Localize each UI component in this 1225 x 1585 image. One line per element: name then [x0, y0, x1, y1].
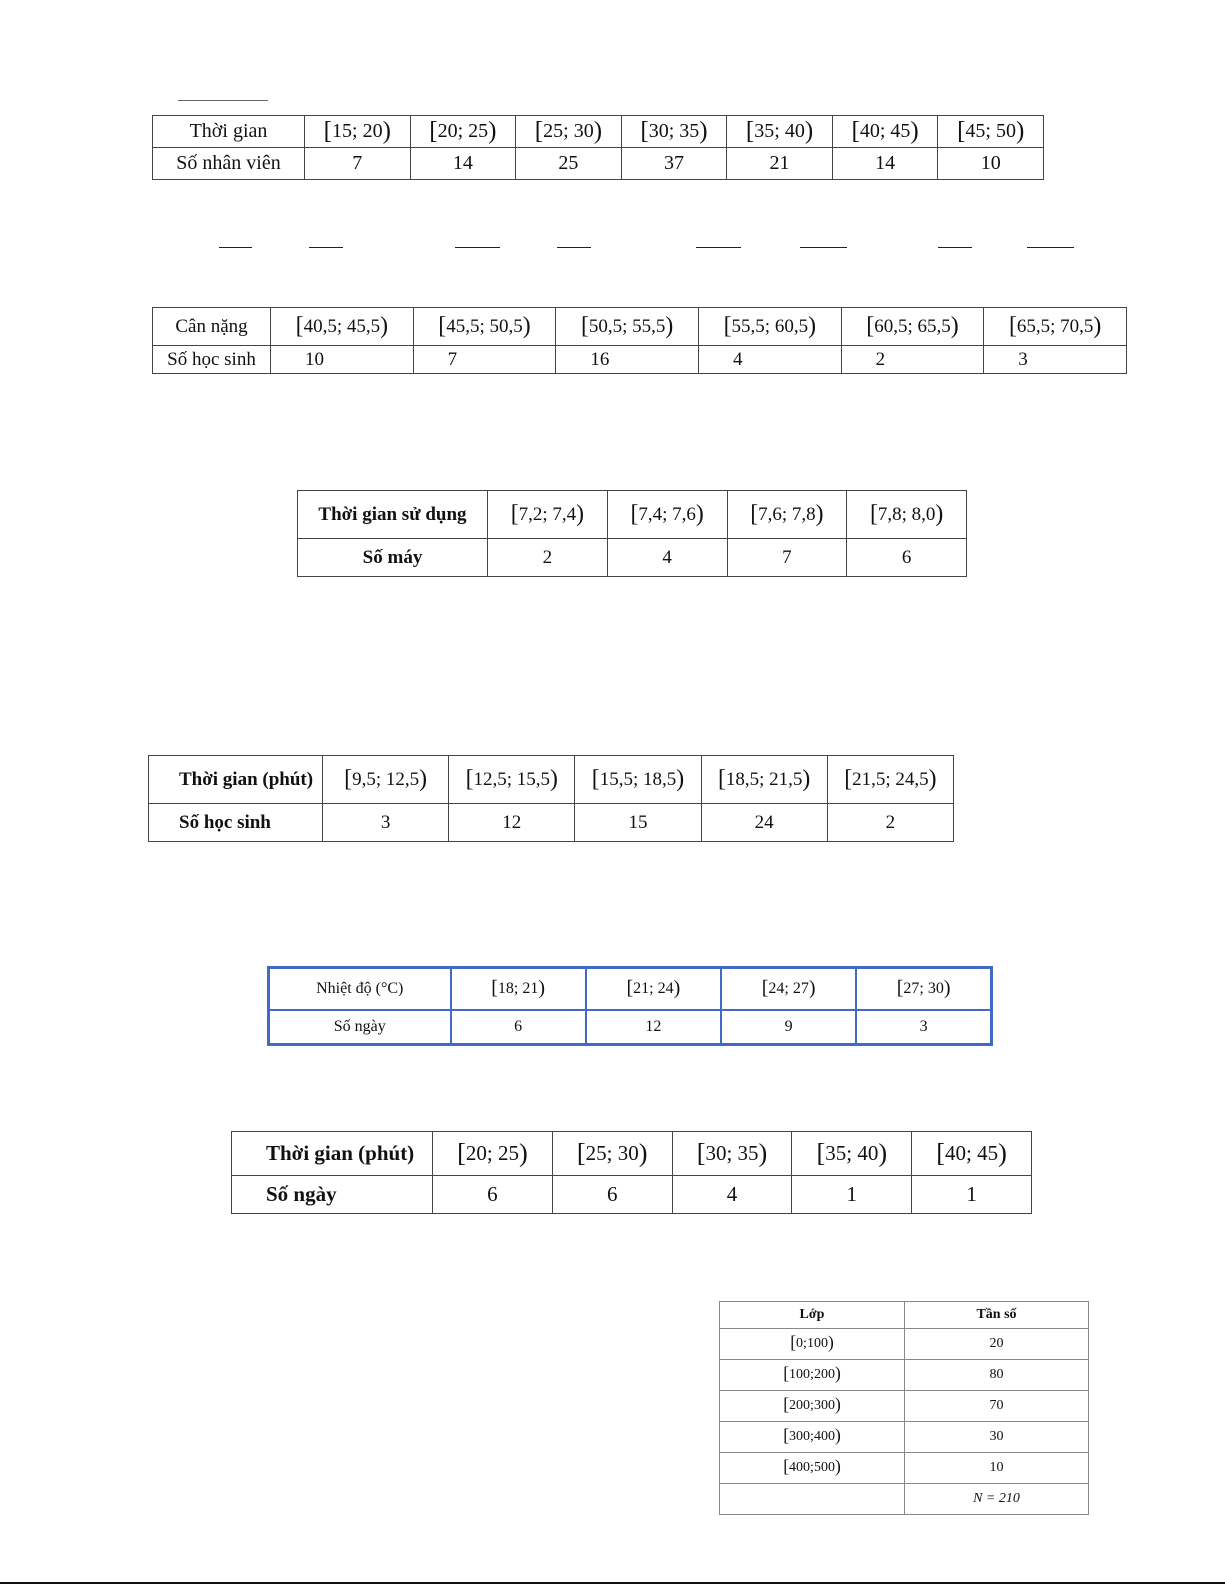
interval-cell: [15; 20) [305, 116, 411, 148]
count-cell: 1 [792, 1176, 912, 1214]
interval-cell: [18; 21) [451, 968, 586, 1011]
count-cell: 12 [586, 1010, 721, 1045]
machine-usage-table [297, 490, 967, 577]
answer-blank [309, 247, 343, 248]
table-row [298, 491, 967, 539]
class-frequency-table [719, 1301, 1089, 1515]
count-cell: 6 [552, 1176, 672, 1214]
interval-cell: [40; 45) [912, 1132, 1032, 1176]
interval-cell: [7,6; 7,8) [727, 491, 847, 539]
row-header: Số ngày [232, 1176, 433, 1214]
interval-cell: [40; 45) [832, 116, 938, 148]
interval-cell: [18,5; 21,5) [701, 756, 827, 804]
frequency-cell: 10 [905, 1453, 1089, 1484]
interval-cell: [9,5; 12,5) [323, 756, 449, 804]
count-cell: 14 [410, 148, 516, 180]
table-row [298, 539, 967, 577]
interval-cell: [40,5; 45,5) [271, 308, 414, 346]
row-header: Thời gian (phút) [232, 1132, 433, 1176]
table-row [232, 1132, 1032, 1176]
row-header: Thời gian sử dụng [298, 491, 488, 539]
frequency-cell: 80 [905, 1360, 1089, 1391]
interval-cell: [30; 35) [672, 1132, 792, 1176]
count-cell: 3 [323, 804, 449, 842]
table-row [153, 346, 1127, 374]
table-row [149, 756, 954, 804]
count-cell: 3 [856, 1010, 991, 1045]
interval-cell: [35; 40) [727, 116, 833, 148]
count-cell: 24 [701, 804, 827, 842]
table-row [153, 308, 1127, 346]
interval-cell: [200;300) [720, 1391, 905, 1422]
table-row [720, 1484, 1089, 1515]
table-row [720, 1391, 1089, 1422]
column-header: Tần số [905, 1302, 1089, 1329]
count-cell: 21 [727, 148, 833, 180]
count-cell: 37 [621, 148, 727, 180]
row-header: Số học sinh [153, 346, 271, 374]
row-header: Thời gian (phút) [149, 756, 323, 804]
interval-cell: [45,5; 50,5) [413, 308, 556, 346]
interval-cell: [60,5; 65,5) [841, 308, 984, 346]
interval-cell: [21,5; 24,5) [827, 756, 953, 804]
table-row [153, 116, 1044, 148]
count-cell: 1 [912, 1176, 1032, 1214]
table-row [269, 1010, 992, 1045]
row-header: Thời gian [153, 116, 305, 148]
interval-cell: [65,5; 70,5) [984, 308, 1127, 346]
interval-cell: [21; 24) [586, 968, 721, 1011]
daily-time-table [231, 1131, 1032, 1214]
answer-blank [219, 247, 252, 248]
interval-cell: [35; 40) [792, 1132, 912, 1176]
answer-blank [800, 247, 847, 248]
count-cell: 4 [607, 539, 727, 577]
total-cell: N = 210 [905, 1484, 1089, 1515]
interval-cell: [400;500) [720, 1453, 905, 1484]
count-cell: 2 [827, 804, 953, 842]
count-cell: 25 [516, 148, 622, 180]
frequency-cell: 20 [905, 1329, 1089, 1360]
count-cell: 2 [841, 346, 984, 374]
count-cell: 6 [847, 539, 967, 577]
answer-blank [938, 247, 972, 248]
count-cell: 15 [575, 804, 701, 842]
count-cell: 10 [938, 148, 1044, 180]
student-weight-table [152, 307, 1127, 374]
interval-cell: [30; 35) [621, 116, 727, 148]
interval-cell: [50,5; 55,5) [556, 308, 699, 346]
row-header: Nhiệt độ (°C) [269, 968, 451, 1011]
interval-cell: [300;400) [720, 1422, 905, 1453]
count-cell: 7 [305, 148, 411, 180]
row-header: Cân nặng [153, 308, 271, 346]
count-cell: 14 [832, 148, 938, 180]
row-header: Số học sinh [149, 804, 323, 842]
answer-blank [455, 247, 500, 248]
interval-cell: [7,2; 7,4) [488, 491, 608, 539]
frequency-cell: 70 [905, 1391, 1089, 1422]
table-row [720, 1329, 1089, 1360]
interval-cell: [0;100) [720, 1329, 905, 1360]
table-row [269, 968, 992, 1011]
count-cell: 6 [451, 1010, 586, 1045]
interval-cell: [24; 27) [721, 968, 856, 1011]
row-header: Số máy [298, 539, 488, 577]
row-header: Số nhân viên [153, 148, 305, 180]
table-row [720, 1302, 1089, 1329]
cropped-text-fragment [178, 100, 268, 105]
row-header: Số ngày [269, 1010, 451, 1045]
answer-blank [1027, 247, 1074, 248]
count-cell: 7 [727, 539, 847, 577]
count-cell: 12 [449, 804, 575, 842]
column-header: Lớp [720, 1302, 905, 1329]
count-cell: 6 [433, 1176, 553, 1214]
count-cell: 7 [413, 346, 556, 374]
interval-cell: [20; 25) [433, 1132, 553, 1176]
interval-cell: [12,5; 15,5) [449, 756, 575, 804]
count-cell: 4 [698, 346, 841, 374]
count-cell: 10 [271, 346, 414, 374]
frequency-cell: 30 [905, 1422, 1089, 1453]
count-cell: 16 [556, 346, 699, 374]
interval-cell: [100;200) [720, 1360, 905, 1391]
count-cell: 4 [672, 1176, 792, 1214]
table-row [720, 1453, 1089, 1484]
table-row [153, 148, 1044, 180]
interval-cell: [7,8; 8,0) [847, 491, 967, 539]
interval-cell: [25; 30) [516, 116, 622, 148]
interval-cell: [20; 25) [410, 116, 516, 148]
interval-cell: [55,5; 60,5) [698, 308, 841, 346]
table-row [232, 1176, 1032, 1214]
count-cell: 9 [721, 1010, 856, 1045]
employee-time-table [152, 115, 1044, 180]
interval-cell: [25; 30) [552, 1132, 672, 1176]
interval-cell: [45; 50) [938, 116, 1044, 148]
interval-cell: [27; 30) [856, 968, 991, 1011]
page-bottom-rule [0, 1582, 1225, 1584]
count-cell: 3 [984, 346, 1127, 374]
temperature-table [267, 966, 993, 1046]
interval-cell: [15,5; 18,5) [575, 756, 701, 804]
table-row [720, 1360, 1089, 1391]
table-row [149, 804, 954, 842]
count-cell: 2 [488, 539, 608, 577]
answer-blank [696, 247, 741, 248]
empty-cell [720, 1484, 905, 1515]
interval-cell: [7,4; 7,6) [607, 491, 727, 539]
student-time-table [148, 755, 954, 842]
answer-blank [557, 247, 591, 248]
table-row [720, 1422, 1089, 1453]
